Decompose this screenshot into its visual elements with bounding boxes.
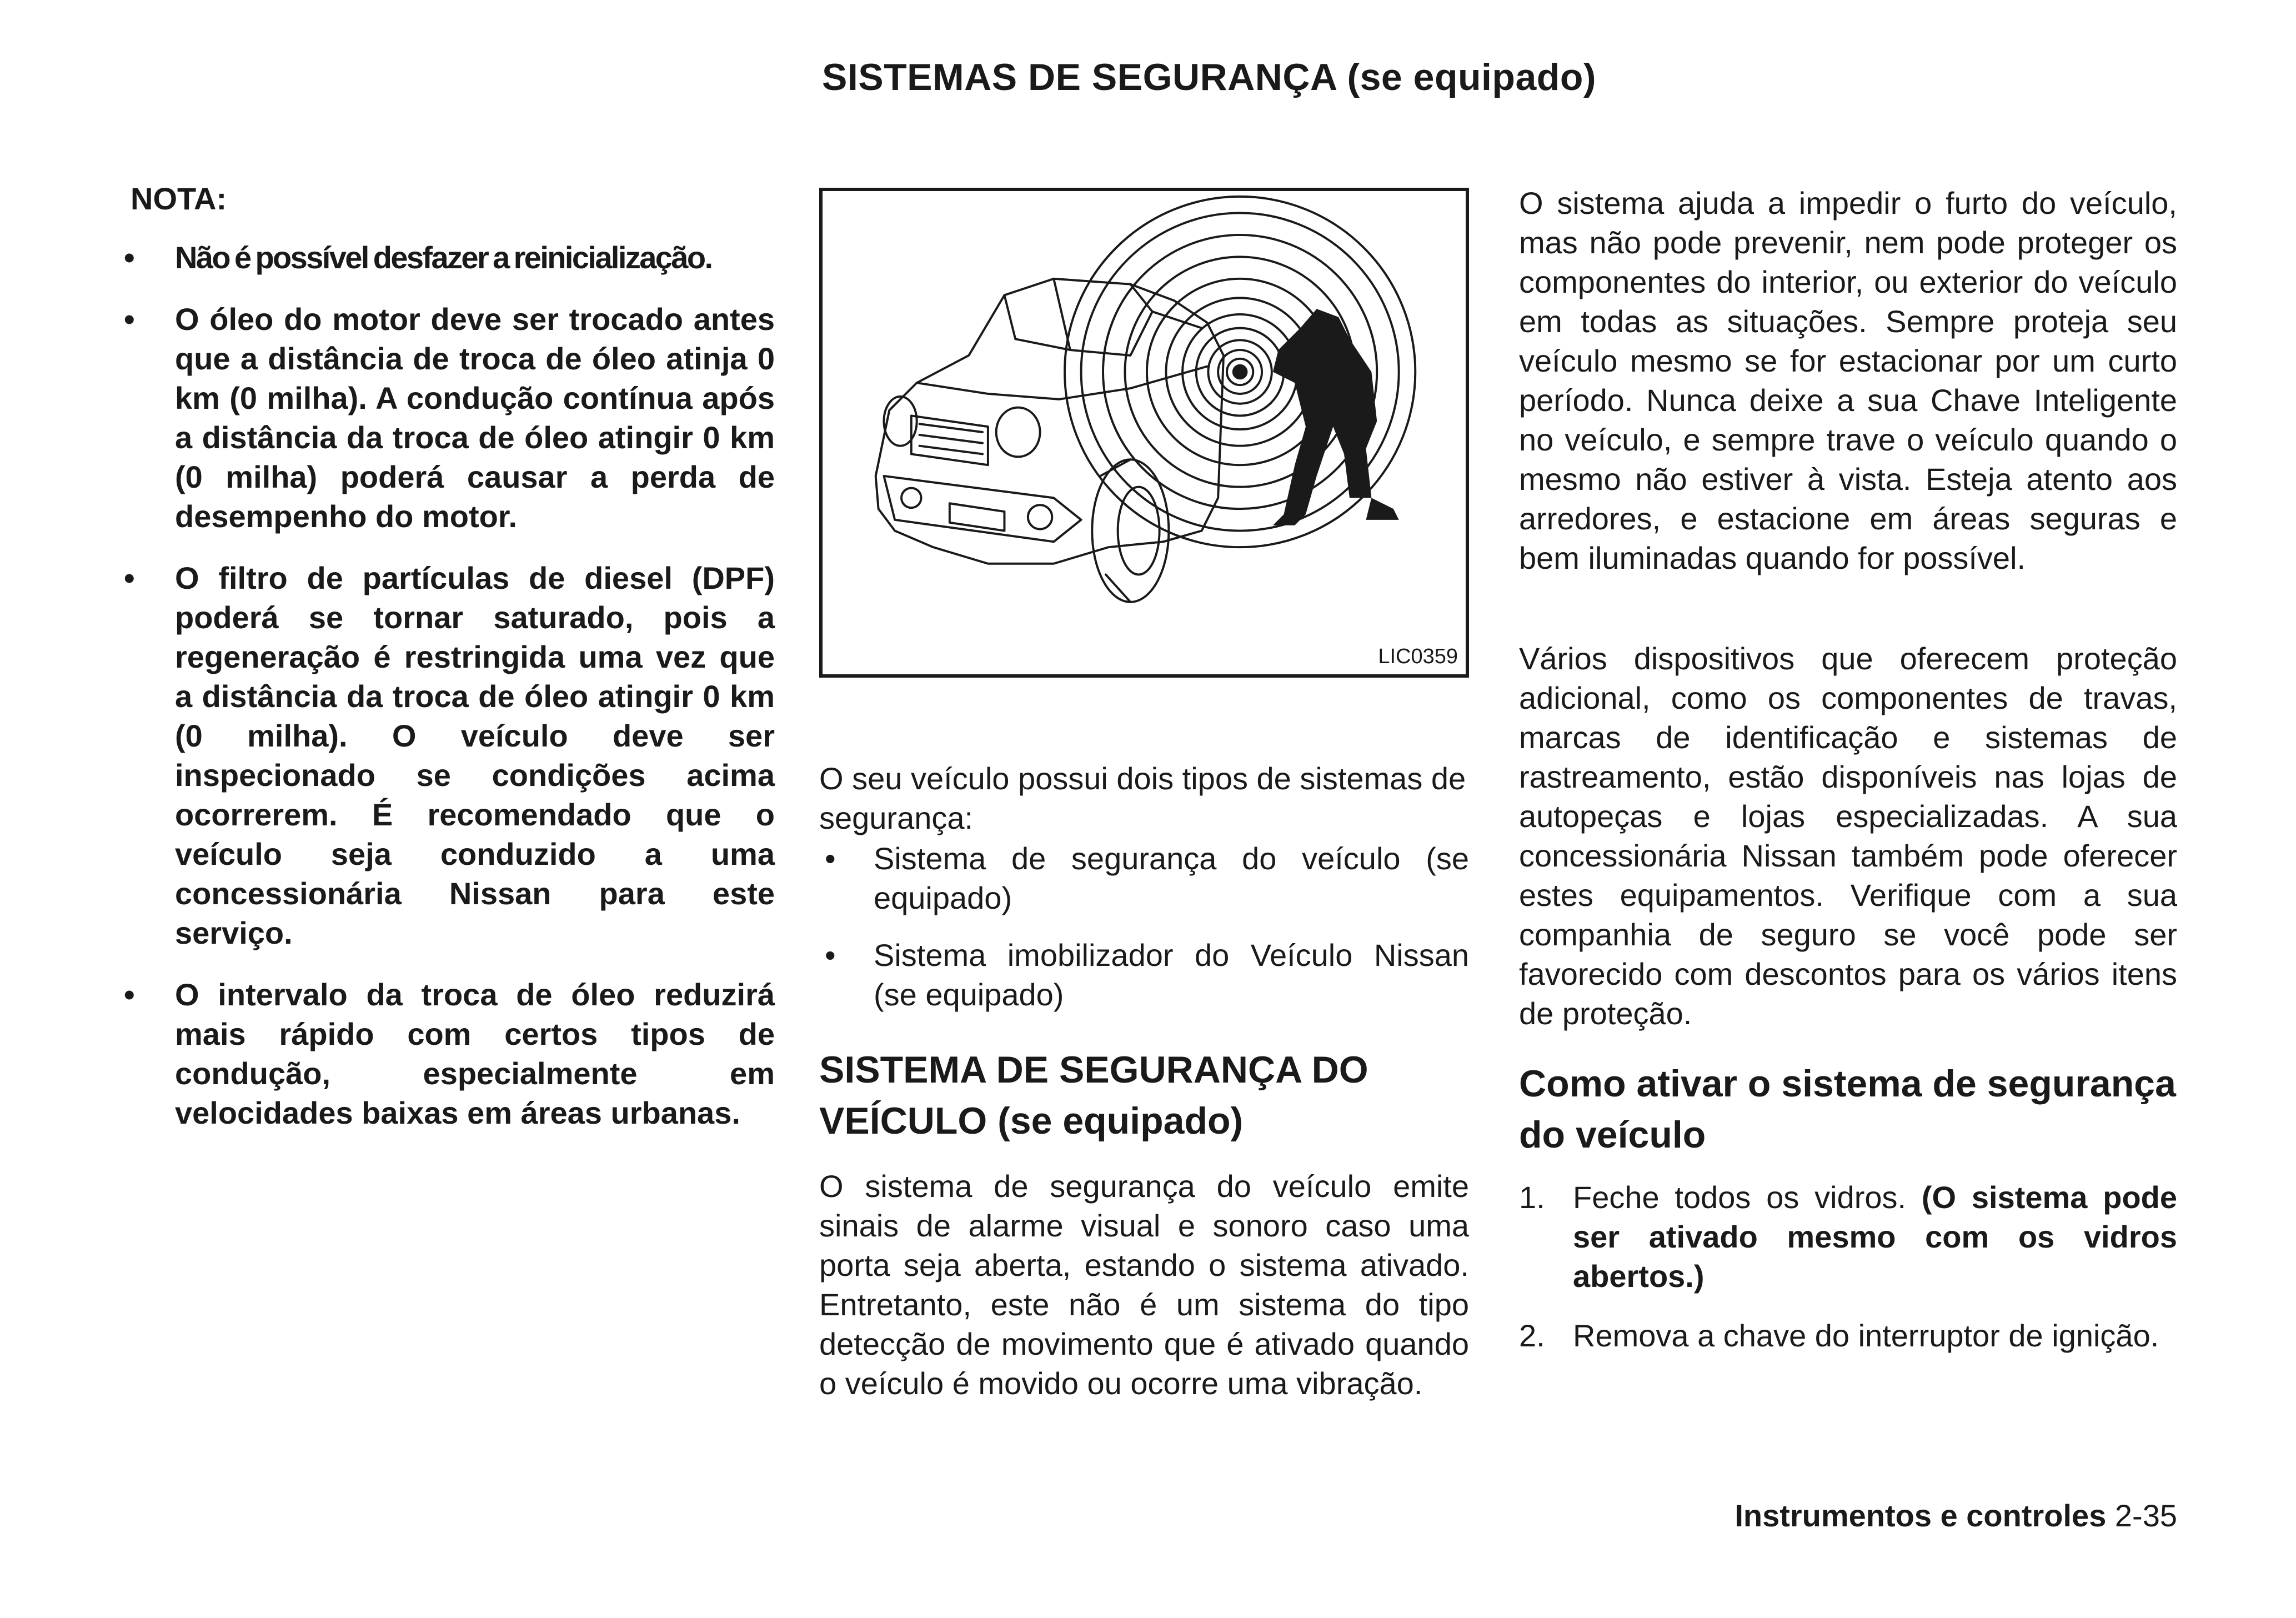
additional-devices-paragraph: Vários dispositivos que oferecem proteção adicional, como os componentes de travas, marcas de identificação e sistemas de rastreamento, estão disponíveis nas lojas de autopeças e lojas especializadas. A sua concessionária Nissan também pode oferecer estes equipamentos. Verifique com a sua companhia de seguro se você pode ser favorecido com descontos para os vários itens de proteção. bbox=[1519, 641, 2177, 1031]
security-type-text: Sistema imobilizador do Veículo Nissan (se equipado) bbox=[874, 938, 1469, 1012]
vehicle-alarm-illustration bbox=[823, 191, 1466, 674]
activation-step bbox=[1519, 1316, 2177, 1355]
section-heading-vehicle-security: SISTEMA DE SEGURANÇA DO VEÍCULO (se equipado) bbox=[819, 1049, 1368, 1142]
note-bullet bbox=[119, 975, 775, 1133]
security-type-text: Sistema de segurança do veículo (se equipado) bbox=[874, 841, 1469, 915]
vehicle-security-figure bbox=[819, 188, 1469, 678]
note-bullet-text: O óleo do motor deve ser trocado antes que a distância de troca de óleo atinja 0 km (0 milha). A condução contínua após a distância da troca de óleo atingir 0 km (0 milha) poderá causar a perda de desempenho do motor. bbox=[175, 302, 775, 534]
security-types-list bbox=[819, 839, 1469, 1032]
bullet-icon: • bbox=[825, 841, 836, 876]
page-number: 2-35 bbox=[2114, 1498, 2177, 1533]
step-emphasis: (O sistema pode ser ativado mesmo com os vidros abertos.) bbox=[1573, 1180, 2178, 1294]
section-heading-activate: Como ativar o sistema de segurança do veículo bbox=[1519, 1063, 2176, 1156]
note-bullet bbox=[119, 299, 775, 536]
note-label: NOTA: bbox=[131, 181, 227, 216]
intruder-silhouette bbox=[1273, 309, 1399, 525]
security-type-item bbox=[819, 935, 1469, 1014]
activation-step bbox=[1519, 1178, 2177, 1296]
note-bullet bbox=[119, 238, 775, 277]
footer-section: Instrumentos e controles bbox=[1734, 1498, 2107, 1533]
figure-code: LIC0359 bbox=[1378, 645, 1458, 668]
page-footer bbox=[1688, 1497, 2177, 1534]
bullet-icon: • bbox=[124, 560, 135, 595]
note-bullet-text: Não é possível desfazer a reinicialização. bbox=[175, 240, 712, 275]
vehicle-body-outline bbox=[876, 279, 1224, 564]
theft-prevention-paragraph: O sistema ajuda a impedir o furto do veículo, mas não pode prevenir, nem pode proteger os componentes do interior, ou exterior do veículo em todas as situações. Sempre proteja seu veículo mesmo se for estacionar por um curto período. Nunca deixe a sua Chave Inteligente no veículo, e sempre trave o veículo quando o mesmo não estiver à vista. Esteja atento aos arredores, e estacione em áreas seguras e bem iluminadas quando for possível. bbox=[1519, 186, 2177, 575]
activation-steps-list bbox=[1519, 1178, 2177, 1375]
bullet-icon: • bbox=[124, 302, 135, 337]
security-type-item bbox=[819, 839, 1469, 918]
bullet-icon: • bbox=[124, 240, 134, 275]
note-bullet bbox=[119, 558, 775, 953]
security-intro-text: O seu veículo possui dois tipos de sistemas de segurança: bbox=[819, 761, 1466, 835]
section-body-vehicle-security: O sistema de segurança do veículo emite sinais de alarme visual e sonoro caso uma porta seja aberta, estando o sistema ativado. Entretanto, este não é um sistema do tipo detecção de movimento que é ativado quando o veículo é movido ou ocorre uma vibração. bbox=[819, 1169, 1469, 1401]
note-bullet-text: O filtro de partículas de diesel (DPF) poderá se tornar saturado, pois a regeneração é restringida uma vez que a distância da troca de óleo atingir 0 km (0 milha). O veículo deve ser inspecionado se condições acima ocorrerem. É recomendado que o veículo seja conduzido a uma concessionária Nissan para este serviço. bbox=[175, 560, 775, 950]
note-bullet-list bbox=[119, 238, 775, 1155]
bullet-icon: • bbox=[124, 977, 135, 1012]
step-text: Remova a chave do interruptor de ignição. bbox=[1573, 1318, 2159, 1353]
step-number: 2. bbox=[1519, 1318, 1545, 1353]
bullet-icon: • bbox=[825, 938, 836, 973]
step-number: 1. bbox=[1519, 1180, 1545, 1215]
note-bullet-text: O intervalo da troca de óleo reduzirá mais rápido com certos tipos de condução, especialmente em velocidades baixas em áreas urbanas. bbox=[175, 977, 775, 1130]
step-text: Feche todos os vidros. bbox=[1573, 1180, 1907, 1215]
page-title: SISTEMAS DE SEGURANÇA (se equipado) bbox=[822, 56, 1597, 98]
